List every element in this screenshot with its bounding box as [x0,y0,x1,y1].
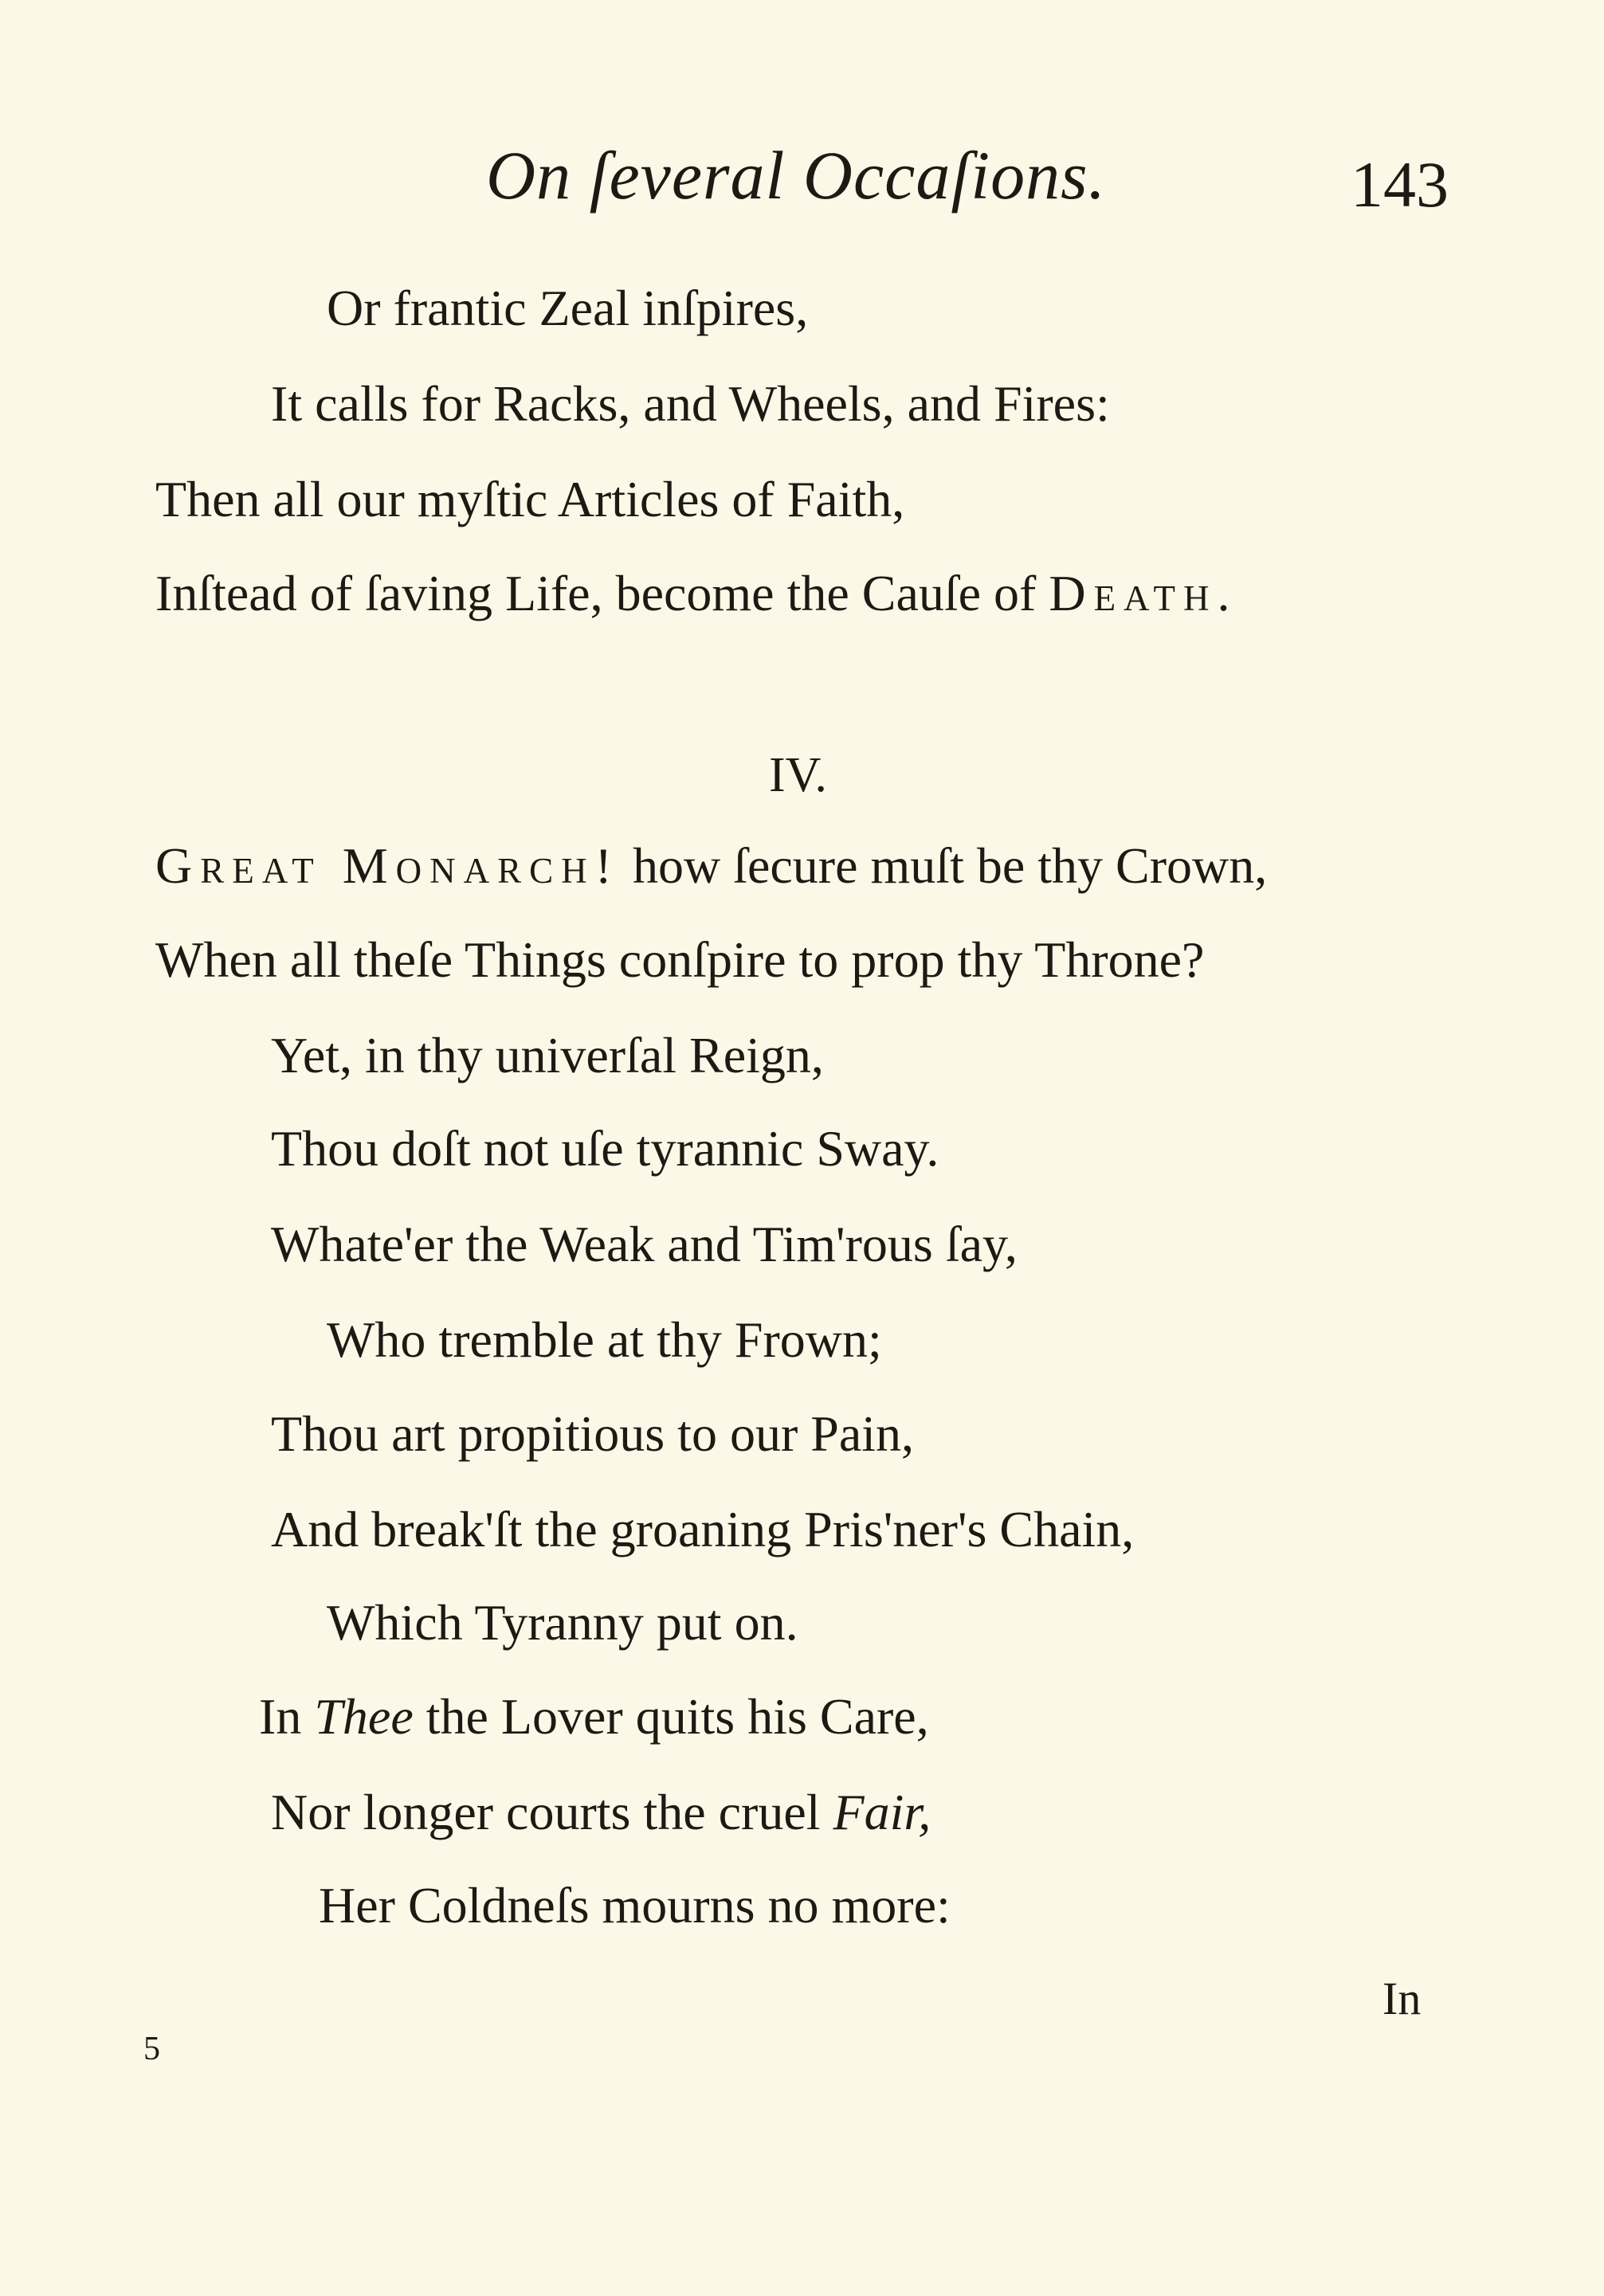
poem-line [271,1784,931,1840]
poem-line: It calls for Racks, and Wheels, and Fires: [271,375,1110,432]
signature-mark: 5 [143,2031,160,2067]
poem-line: Her Coldneſs mourns no more: [319,1877,951,1934]
poem-line: And break'ſt the groaning Pris'ner's Chain, [271,1501,1135,1557]
small-caps-lead: Great Monarch! [155,837,620,894]
stanza-number: IV. [769,748,827,802]
poem-line: Or frantic Zeal inſpires, [327,280,809,336]
poem-line-text: In [259,1688,315,1745]
running-head: On ſeveral Occaſions. [486,137,1107,214]
poem-line-text: the Lover quits his Care, [413,1688,929,1745]
poem-line-text: Nor longer courts the cruel [271,1784,833,1840]
small-caps-word: Death. [1049,565,1238,621]
poem-line: Who tremble at thy Frown; [327,1311,882,1368]
poem-line: Yet, in thy univerſal Reign, [271,1027,824,1083]
poem-line: When all theſe Things conſpire to prop thy Throne? [155,931,1205,988]
poem-line-text: how ſecure muſt be thy Crown, [619,837,1268,894]
poem-line: Whate'er the Weak and Tim'rous ſay, [271,1216,1018,1272]
poem-line [259,1688,929,1745]
italic-word: Fair, [833,1784,931,1840]
poem-line: Which Tyranny put on. [327,1594,798,1651]
poem-line [155,565,1238,621]
poem-line: Thou art propitious to our Pain, [271,1405,915,1462]
poem-line [155,837,1268,894]
italic-word: Thee [314,1688,414,1745]
poem-line-text: Inſtead of ſaving Life, become the Cauſe of [155,565,1049,621]
catchword: In [1382,1973,1422,2024]
page-number: 143 [1351,148,1449,221]
poem-line: Thou doſt not uſe tyrannic Sway. [271,1120,939,1177]
poem-line: Then all our myſtic Articles of Faith, [155,471,905,527]
